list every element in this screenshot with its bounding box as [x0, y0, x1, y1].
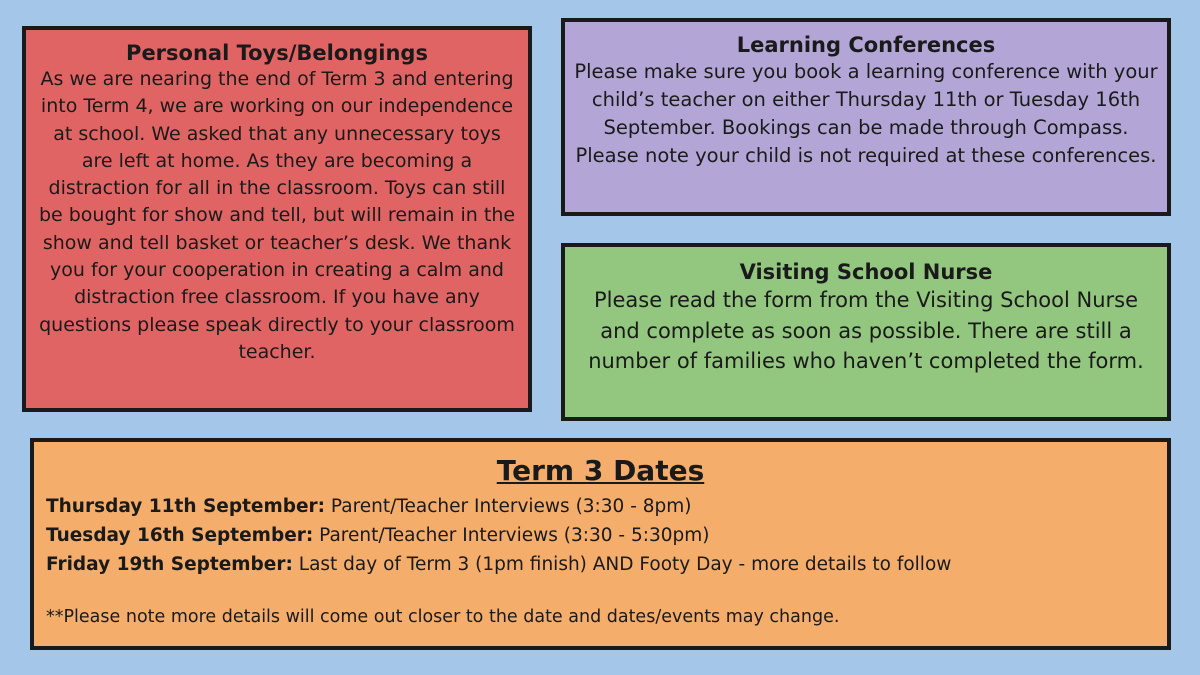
school-nurse-panel	[561, 243, 1171, 421]
term-date-label: Tuesday 16th September:	[46, 525, 314, 546]
term-date-label: Thursday 11th September:	[46, 496, 326, 517]
term-date-item	[46, 492, 1155, 521]
school-nurse-title: Visiting School Nurse	[739, 260, 993, 284]
learning-conferences-panel	[561, 18, 1171, 216]
term-dates-title: Term 3 Dates	[496, 454, 705, 487]
term-dates-panel	[30, 438, 1171, 650]
term-date-event: Last day of Term 3 (1pm finish) AND Footy Day - more details to follow	[292, 554, 952, 575]
learning-conferences-title: Learning Conferences	[736, 33, 996, 57]
term-date-label: Friday 19th September:	[46, 554, 293, 575]
learning-conferences-body: Please make sure you book a learning conference with your child’s teacher on either Thursday 11th or Tuesday 16th September. Bookings can be made through Compass. Please note your child is not required at these conferences.	[574, 60, 1158, 167]
term-date-item	[46, 550, 1155, 579]
school-nurse-body: Please read the form from the Visiting School Nurse and complete as soon as possible. There are still a number of families who haven’t completed the form.	[588, 288, 1144, 373]
personal-toys-title: Personal Toys/Belongings	[126, 41, 428, 65]
personal-toys-body: As we are nearing the end of Term 3 and entering into Term 4, we are working on our independence at school. We asked that any unnecessary toys are left at home. As they are becoming a distraction for all in the classroom. Toys can still be bought for show and tell, but will remain in the show and tell basket or teacher’s desk. We thank you for your cooperation in creating a calm and distraction free classroom. If you have any questions please speak directly to your classroom teacher.	[38, 68, 516, 363]
personal-toys-panel	[22, 26, 532, 412]
term-date-item	[46, 521, 1155, 550]
term-date-event: Parent/Teacher Interviews (3:30 - 8pm)	[325, 496, 692, 517]
term-dates-note: **Please note more details will come out closer to the date and dates/events may change.	[46, 607, 840, 627]
term-date-event: Parent/Teacher Interviews (3:30 - 5:30pm)	[313, 525, 710, 546]
